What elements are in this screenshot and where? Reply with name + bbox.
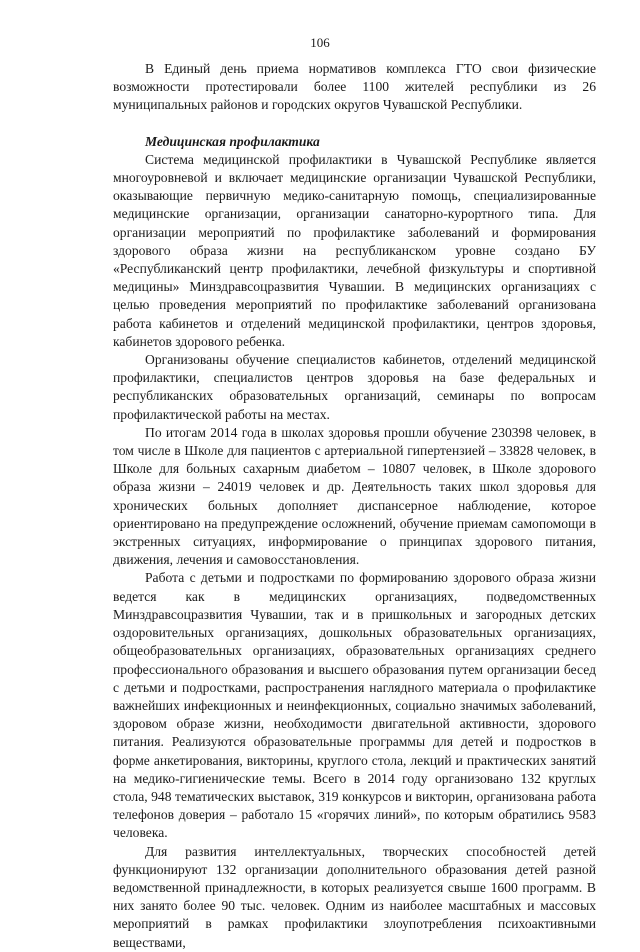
- paragraph-health-schools: По итогам 2014 года в школах здоровья прошли обучение 230398 человек, в том числе в Школе для пациентов с артериальной гипертензией – 33828 человек, в Школе для больных сахарным диабетом – 10807 человек, в Школе здорового образа жизни – 24019 человек и др. Деятельность таких школ здоровья для хронических больных дополняет диспансерное наблюдение, которое ориентировано на предупреждение осложнений, обучение приемам самопомощи в экстренных ситуациях, информирование о принципах здорового питания, движения, лечения и самовосстановления.: [113, 424, 596, 568]
- intro-paragraph: В Единый день приема нормативов комплекса ГТО свои физические возможности протестировали более 1100 жителей республики из 26 муниципальных районов и городских округов Чувашской Республики.: [113, 61, 596, 113]
- paragraph-system: Система медицинской профилактики в Чувашской Республике является многоуровневой и включает медицинские организации Чувашской Республики, оказывающие первичную медико-санитарную помощь, специализированные медицинские организации, организации санаторно-курортного типа. Для организации мероприятий по профилактике заболеваний и формирования здорового образа жизни на республиканском уровне создано БУ «Республиканский центр профилактики, лечебной физкультуры и спортивной медицины» Минздравсоцразвития Чувашии. В медицинских организациях с целью проведения мероприятий по профилактике заболеваний организована работа кабинетов и отделений медицинской профилактики, центров здоровья, кабинетов здорового ребенка.: [113, 151, 596, 349]
- page-body: [113, 60, 596, 952]
- section-heading: Медицинская профилактика: [145, 133, 320, 149]
- paragraph-children-work: Работа с детьми и подростками по формированию здорового образа жизни ведется как в медицинских организациях, подведомственных Минздравсоцразвития Чувашии, так и в пришкольных и загородных детских оздоровительных организациях, дошкольных образовательных организациях, общеобразовательных организациях, образовательных организациях среднего профессионального образования и высшего образования путем организации бесед с детьми и подростками, распространения наглядного материала о профилактике важнейших инфекционных и неинфекционных, социально значимых заболеваний, здоровом образе жизни, необходимости двигательной активности, здорового питания. Реализуются образовательные программы для детей и подростков в форме анкетирования, викторины, круглого стола, лекций и практических занятий на медико-гигиенические темы. Всего в 2014 году организовано 132 круглых стола, 948 тематических выставок, 319 конкурсов и викторин, организована работа телефонов доверия – работало 15 «горячих линий», по которым обратились 9583 человека.: [113, 570, 596, 841]
- section-spacer: [113, 115, 596, 133]
- paragraph-development: Для развития интеллектуальных, творческих способностей детей функционируют 132 организации дополнительного образования детей разной ведомственной принадлежности, в которых реализуется свыше 1600 программ. В них занято более 90 тыс. человек. Одним из наиболее масштабных и массовых мероприятий в рамках профилактики злоупотребления психоактивными веществами,: [113, 843, 596, 950]
- page-number: 106: [310, 35, 330, 50]
- paragraph-training: Организованы обучение специалистов кабинетов, отделений медицинской профилактики, специалистов центров здоровья на базе федеральных и республиканских образовательных организаций, семинары по вопросам профилактической работы на местах.: [113, 352, 596, 422]
